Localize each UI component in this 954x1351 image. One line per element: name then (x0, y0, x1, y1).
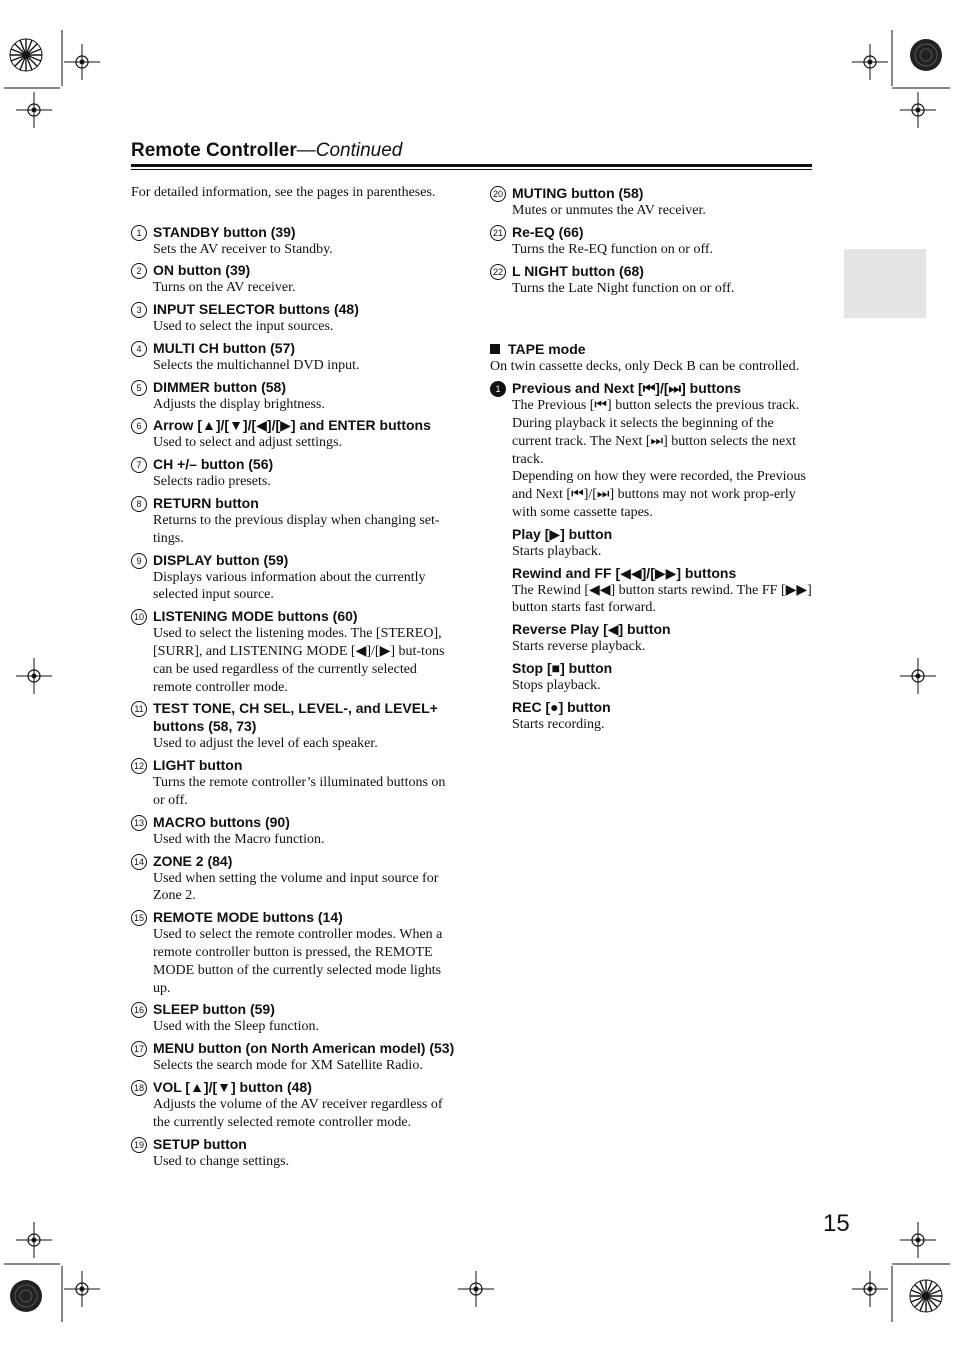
item-title: LIGHT button (153, 757, 243, 774)
item-number-badge: 4 (131, 341, 147, 357)
item-number-badge: 14 (131, 854, 147, 870)
column-spacer (490, 300, 815, 340)
list-item (131, 1000, 456, 1036)
item-number-badge: 3 (131, 302, 147, 318)
list-item (131, 339, 456, 375)
intro-text: For detailed information, see the pages in parentheses. (131, 185, 436, 200)
item-title: Arrow [▲]/[▼]/[◀]/[▶] and ENTER buttons (153, 417, 431, 434)
item-desc: Selects radio presets. (153, 474, 271, 490)
item-number-badge: 7 (131, 457, 147, 473)
item-title: SETUP button (153, 1135, 247, 1152)
header-rule-thick (131, 164, 812, 167)
list-item (131, 756, 456, 810)
item-number-badge: 10 (131, 609, 147, 625)
list-item (490, 262, 815, 298)
item-number-badge: 17 (131, 1041, 147, 1057)
item-title: MUTING button (58) (512, 185, 644, 201)
item-desc: Used to select the remote controller modes. When a remote controller button is pressed, the REMOTE MODE button of the currently selected mode lights up. (153, 927, 443, 996)
sub-item (490, 659, 815, 695)
list-item (490, 184, 815, 220)
item-title: REC [●] button (512, 698, 611, 715)
sub-item (490, 698, 815, 734)
item-desc: Turns on the AV receiver. (153, 280, 296, 296)
list-item (131, 1135, 456, 1171)
item-number-badge: 1 (490, 381, 506, 397)
item-number-badge: 8 (131, 496, 147, 512)
item-number-badge: 6 (131, 418, 147, 434)
list-item (131, 699, 456, 753)
item-title: L NIGHT button (68) (512, 262, 644, 279)
item-title: DISPLAY button (59) (153, 551, 289, 568)
item-desc-extra: Depending on how they were recorded, the Previous and Next [⏮]/[⏭] buttons may not work prop-erly with some cassette tapes. (512, 469, 806, 520)
item-desc: Selects the search mode for XM Satellite Radio. (153, 1058, 423, 1074)
item-desc: Starts reverse playback. (512, 639, 646, 655)
item-number-badge: 15 (131, 910, 147, 926)
left-column (131, 184, 456, 1173)
item-number-badge: 5 (131, 380, 147, 396)
list-item (131, 607, 456, 696)
list-item (131, 416, 456, 452)
item-number-badge: 19 (131, 1137, 147, 1153)
item-title: Rewind and FF [◀◀]/[▶▶] buttons (512, 564, 737, 581)
list-item (131, 551, 456, 605)
item-desc: Starts playback. (512, 543, 602, 559)
item-title: Reverse Play [◀] button (512, 621, 671, 638)
list-item (131, 494, 456, 548)
item-desc: Returns to the previous display when changing set-tings. (153, 513, 440, 546)
item-number-badge: 22 (490, 264, 506, 280)
square-bullet-icon (490, 344, 500, 354)
sub-item (490, 564, 815, 618)
list-item (490, 223, 815, 259)
item-desc: Starts recording. (512, 716, 605, 732)
list-item (131, 908, 456, 997)
item-desc: Used to change settings. (153, 1153, 290, 1169)
page-header (131, 138, 812, 164)
list-item (131, 261, 456, 297)
item-desc: Selects the multichannel DVD input. (153, 357, 360, 373)
item-title: MENU button (on North American model) (53) (153, 1040, 455, 1057)
item-desc: Used with the Sleep function. (153, 1019, 320, 1035)
item-desc: Turns the Late Night function on or off. (512, 280, 735, 296)
item-title: MACRO buttons (90) (153, 813, 290, 830)
item-title: Play [▶] button (512, 525, 613, 542)
item-number-badge: 18 (131, 1080, 147, 1096)
item-desc: The Rewind [◀◀] button starts rewind. The FF [▶▶] button starts fast forward. (512, 582, 812, 616)
page-number: 15 (823, 1210, 850, 1237)
tape-item (490, 379, 815, 522)
item-title: STANDBY button (39) (153, 223, 296, 240)
tape-mode-heading (490, 340, 815, 358)
item-desc: Used to select the listening modes. The [STEREO], [SURR], and LISTENING MODE [◀]/[▶] but-tons can be used regardless of the currently selected remote controller mode. (153, 626, 445, 695)
list-item (131, 813, 456, 849)
page-title-text: Remote Controller (131, 140, 297, 161)
page-title (131, 138, 812, 164)
header-rule-thin (131, 169, 812, 170)
item-number-badge: 2 (131, 263, 147, 279)
list-item (131, 1078, 456, 1132)
item-title: INPUT SELECTOR buttons (48) (153, 301, 359, 318)
item-desc: Used to select and adjust settings. (153, 435, 342, 451)
item-number-badge: 11 (131, 701, 147, 717)
item-desc: Used when setting the volume and input source for Zone 2. (153, 870, 439, 904)
item-title: SLEEP button (59) (153, 1001, 275, 1018)
item-desc: Turns the Re-EQ function on or off. (512, 241, 714, 257)
tape-mode-intro: On twin cassette decks, only Deck B can be controlled. (490, 359, 800, 375)
item-desc: Used to select the input sources. (153, 319, 334, 335)
item-title: REMOTE MODE buttons (14) (153, 909, 343, 926)
list-item (131, 300, 456, 336)
item-number-badge: 20 (490, 186, 506, 202)
item-title: RETURN button (153, 495, 259, 512)
item-title: TEST TONE, CH SEL, LEVEL-, and LEVEL+ buttons (58, 73) (153, 700, 438, 735)
item-title: ZONE 2 (84) (153, 852, 233, 869)
item-number-badge: 21 (490, 225, 506, 241)
item-desc: Stops playback. (512, 677, 601, 693)
item-title: ON button (39) (153, 262, 251, 279)
item-desc: Adjusts the volume of the AV receiver regardless of the currently selected remote controller mode. (153, 1097, 443, 1130)
list-item (131, 1039, 456, 1075)
item-desc: Used to adjust the level of each speaker. (153, 736, 378, 752)
item-number-badge: 12 (131, 758, 147, 774)
list-item (131, 852, 456, 906)
item-desc: Mutes or unmutes the AV receiver. (512, 203, 706, 218)
item-desc: Adjusts the display brightness. (153, 396, 325, 412)
item-desc: Turns the remote controller’s illuminated buttons on or off. (153, 775, 446, 809)
list-item (131, 223, 456, 259)
item-number-badge: 1 (131, 225, 147, 241)
tape-mode-heading-text: TAPE mode (508, 341, 586, 358)
sub-item (490, 620, 815, 656)
sub-item (490, 525, 815, 561)
item-title: DIMMER button (58) (153, 378, 286, 395)
item-number-badge: 9 (131, 553, 147, 569)
tape-sub-list (490, 525, 815, 734)
item-number-badge: 16 (131, 1002, 147, 1018)
page-title-continued: —Continued (296, 140, 403, 161)
list-item (131, 378, 456, 414)
item-title: Previous and Next [⏮]/[⏭] buttons (512, 380, 741, 397)
right-item-list (490, 184, 815, 297)
item-title: LISTENING MODE buttons (60) (153, 608, 358, 625)
item-number-badge: 13 (131, 815, 147, 831)
item-desc: Displays various information about the currently selected input source. (153, 569, 426, 603)
item-title: VOL [▲]/[▼] button (48) (153, 1079, 312, 1096)
item-desc: The Previous [⏮] button selects the previous track. During playback it selects the beginning of the current track. The Next [⏭] button selects the next track. (512, 398, 800, 467)
item-title: Stop [■] button (512, 659, 613, 676)
item-title: MULTI CH button (57) (153, 339, 296, 356)
right-column (490, 184, 815, 737)
list-item (131, 455, 456, 491)
left-item-list (131, 223, 456, 1171)
item-desc: Sets the AV receiver to Standby. (153, 241, 333, 257)
item-title: CH +/– button (56) (153, 456, 274, 473)
section-tab (844, 249, 926, 318)
item-title: Re-EQ (66) (512, 223, 584, 240)
item-desc: Used with the Macro function. (153, 831, 325, 847)
